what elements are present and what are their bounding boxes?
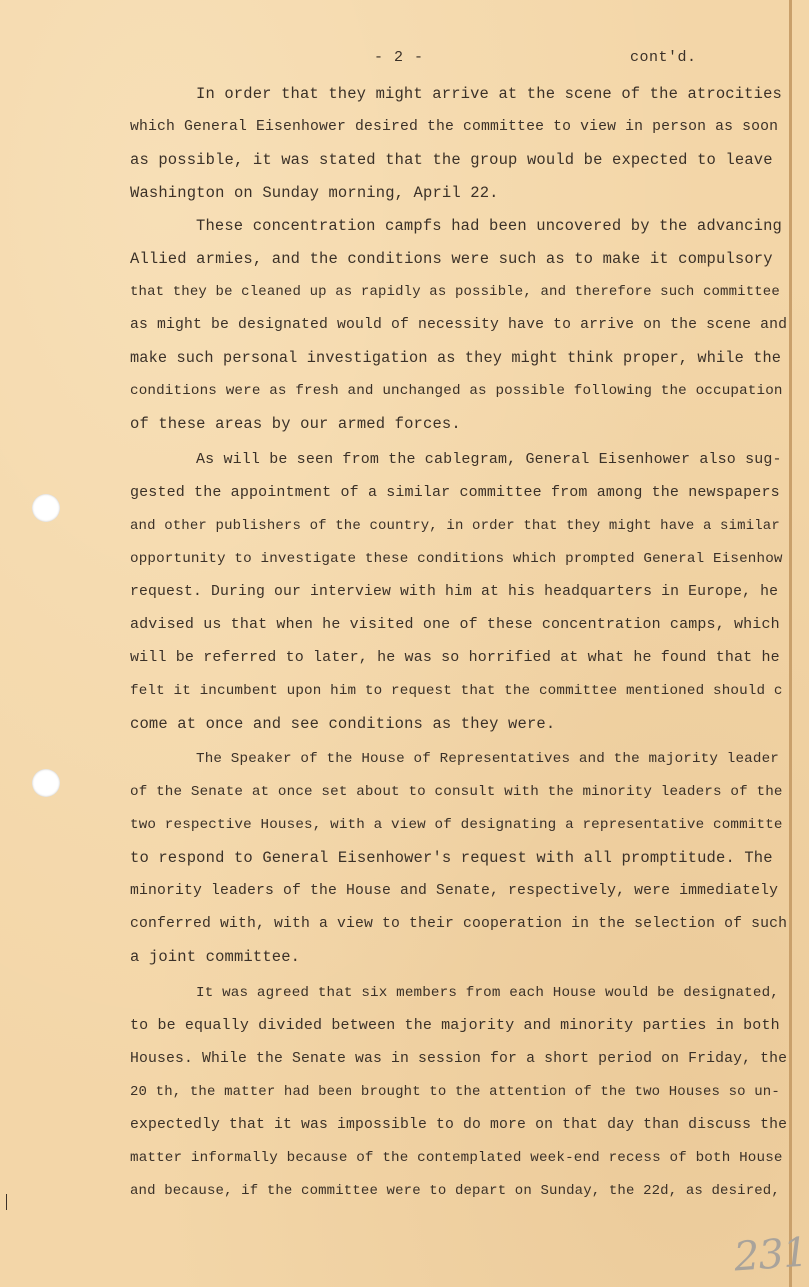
text-line-7: that they be cleaned up as rapidly as possible, and therefore such committee — [130, 284, 780, 300]
text-line-14: and other publishers of the country, in order that they might have a similar — [130, 518, 780, 534]
text-line-3: as possible, it was stated that the group would be expected to leave — [130, 151, 773, 169]
text-line-26: conferred with, with a view to their cooperation in the selection of such — [130, 916, 788, 932]
punch-hole-lower — [32, 769, 60, 797]
text-line-8: as might be designated would of necessity have to arrive on the scene and — [130, 317, 788, 333]
text-line-16: request. During our interview with him at his headquarters in Europe, he — [130, 584, 779, 600]
page-number: - 2 - — [374, 49, 425, 66]
text-line-30: Houses. While the Senate was in session for a short period on Friday, the — [130, 1051, 788, 1067]
text-line-31: 20 th, the matter had been brought to the attention of the two Houses so un- — [130, 1084, 780, 1100]
text-line-27: a joint committee. — [130, 948, 301, 966]
margin-mark — [6, 1194, 7, 1210]
text-line-33: matter informally because of the contemplated week-end recess of both House — [130, 1150, 783, 1166]
text-line-10: conditions were as fresh and unchanged as possible following the occupation — [130, 383, 783, 399]
text-line-25: minority leaders of the House and Senate, respectively, were immediately — [130, 883, 779, 899]
page-edge — [789, 0, 792, 1287]
text-line-2: which General Eisenhower desired the committee to view in person as soon — [130, 119, 779, 135]
text-line-13: gested the appointment of a similar committee from among the newspapers — [130, 484, 780, 501]
text-line-18: will be referred to later, he was so horrified at what he found that he — [130, 649, 780, 666]
punch-hole-upper — [32, 494, 60, 522]
text-line-11: of these areas by our armed forces. — [130, 415, 461, 433]
text-line-32: expectedly that it was impossible to do more on that day than discuss the — [130, 1117, 788, 1133]
text-line-15: opportunity to investigate these conditions which prompted General Eisenhow — [130, 551, 783, 567]
text-line-20: come at once and see conditions as they were. — [130, 715, 556, 733]
text-line-17: advised us that when he visited one of these concentration camps, which — [130, 616, 780, 633]
text-line-9: make such personal investigation as they might think proper, while the — [130, 349, 782, 367]
text-line-21: The Speaker of the House of Representatives and the majority leader — [196, 751, 779, 767]
archive-page-stamp: 231 — [732, 1229, 809, 1281]
text-line-22: of the Senate at once set about to consult with the minority leaders of the — [130, 784, 783, 800]
text-line-34: and because, if the committee were to depart on Sunday, the 22d, as desired, — [130, 1183, 780, 1199]
text-line-6: Allied armies, and the conditions were such as to make it compulsory — [130, 250, 773, 268]
text-line-23: two respective Houses, with a view of designating a representative committe — [130, 817, 783, 833]
text-line-12: As will be seen from the cablegram, General Eisenhower also sug- — [196, 451, 782, 468]
text-line-19: felt it incumbent upon him to request that the committee mentioned should c — [130, 683, 783, 699]
text-line-4: Washington on Sunday morning, April 22. — [130, 184, 499, 202]
continued-marker: cont'd. — [630, 49, 697, 66]
text-line-1: In order that they might arrive at the scene of the atrocities — [196, 85, 782, 103]
text-line-29: to be equally divided between the majority and minority parties in both — [130, 1017, 780, 1034]
text-line-28: It was agreed that six members from each House would be designated, — [196, 985, 779, 1001]
text-line-24: to respond to General Eisenhower's request with all promptitude. The — [130, 849, 773, 867]
text-line-5: These concentration campfs had been uncovered by the advancing — [196, 217, 782, 235]
